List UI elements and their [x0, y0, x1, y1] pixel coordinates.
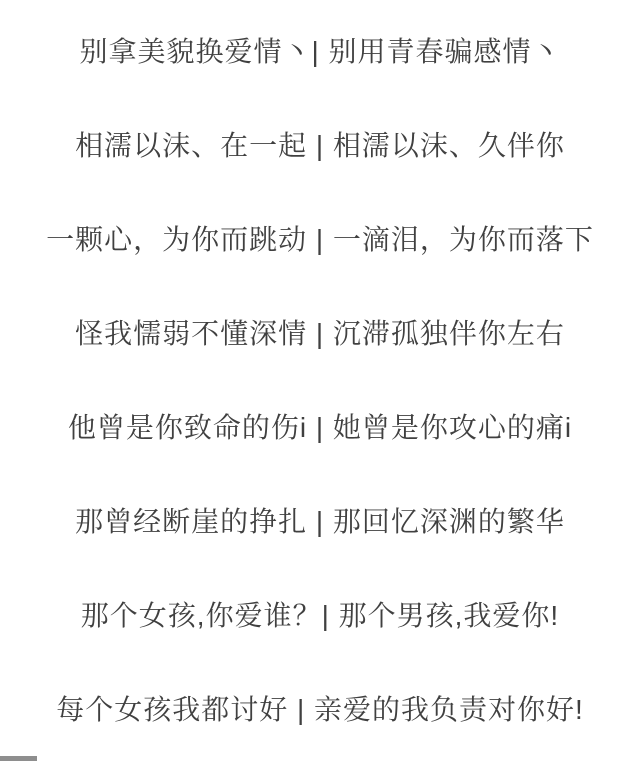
- lyric-line: 怪我懦弱不懂深情 | 沉滞孤独伴你左右: [75, 318, 565, 349]
- lyric-line: 一颗心，为你而跳动 | 一滴泪，为你而落下: [46, 224, 594, 255]
- lyric-line: 他曾是你致命的伤i | 她曾是你攻心的痛i: [67, 412, 573, 443]
- lyric-line: 那曾经断崖的挣扎 | 那回忆深渊的繁华: [75, 506, 565, 537]
- lyric-line: 那个女孩,你爱谁？| 那个男孩,我爱你!: [80, 600, 560, 631]
- lyric-line: 别拿美貌换爱情丶| 别用青春骗感情丶: [79, 36, 561, 67]
- lyric-line-clipped: 每个女孩我都讨好 | 亲爱的我负责对你好!: [56, 694, 584, 725]
- lyric-line: 相濡以沫、在一起 | 相濡以沫、久伴你: [75, 130, 565, 161]
- clipped-corner-fragment: [0, 756, 37, 761]
